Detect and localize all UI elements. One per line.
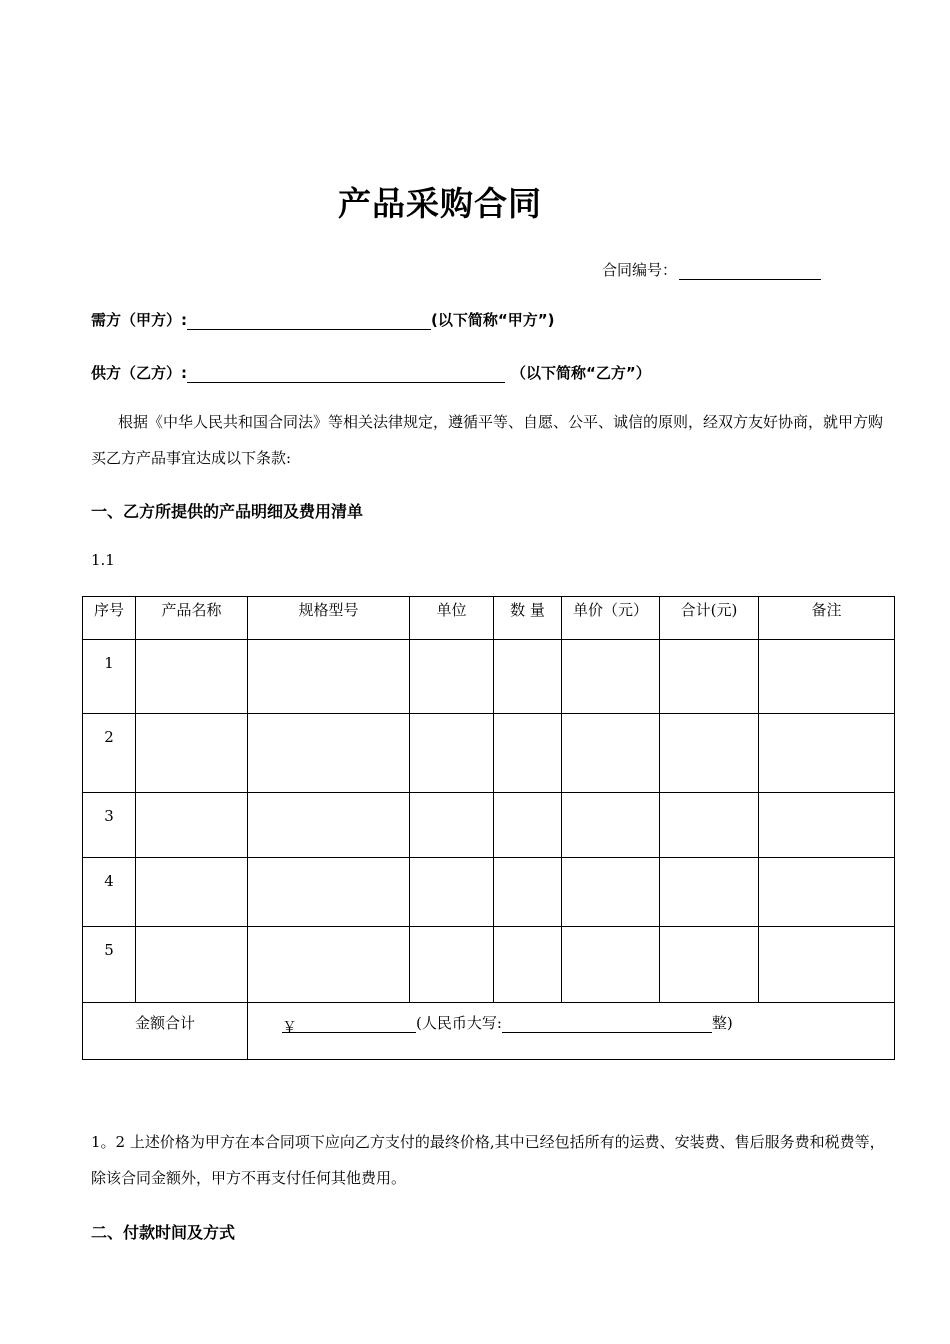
- table-cell[interactable]: [660, 927, 759, 1003]
- table-cell[interactable]: [494, 927, 562, 1003]
- table-cell[interactable]: [136, 927, 248, 1003]
- table-cell[interactable]: [136, 793, 248, 858]
- header-cell-notes: 备注: [759, 597, 895, 640]
- table-cell[interactable]: [494, 793, 562, 858]
- total-label: 金额合计: [83, 1003, 248, 1060]
- table-cell[interactable]: [410, 793, 494, 858]
- header-cell-quantity: 数 量: [494, 597, 562, 640]
- table-cell[interactable]: [562, 640, 660, 714]
- intro-paragraph: 根据《中华人民共和国合同法》等相关法律规定，遵循平等、自愿、公平、诚信的原则，经双方友好协商，就甲方购买乙方产品事宜达成以下条款:: [91, 413, 884, 467]
- product-table: [82, 596, 895, 1060]
- table-row: [83, 640, 895, 714]
- table-row: [83, 858, 895, 927]
- table-cell[interactable]: [759, 858, 895, 927]
- table-cell[interactable]: [410, 640, 494, 714]
- table-cell[interactable]: [136, 640, 248, 714]
- party-a-blank: [187, 313, 431, 330]
- row-index: 5: [83, 927, 136, 1003]
- total-row: [83, 1003, 895, 1060]
- party-b-suffix: （以下简称“乙方”）: [511, 364, 651, 382]
- table-cell[interactable]: [494, 858, 562, 927]
- table-cell[interactable]: [248, 714, 410, 793]
- total-amount-cell: [248, 1003, 895, 1060]
- table-header-row: [83, 597, 895, 640]
- row-index: 1: [83, 640, 136, 714]
- table-cell[interactable]: [248, 927, 410, 1003]
- yen-symbol: ￥: [282, 1018, 298, 1036]
- table-cell[interactable]: [759, 640, 895, 714]
- header-cell-product-name: 产品名称: [136, 597, 248, 640]
- table-row: [83, 927, 895, 1003]
- party-a-row: [91, 309, 554, 330]
- table-cell[interactable]: [759, 714, 895, 793]
- table-cell[interactable]: [248, 793, 410, 858]
- contract-number-label: 合同编号：: [602, 261, 678, 279]
- contract-number-row: [602, 259, 821, 280]
- header-cell-subtotal: 合计(元): [660, 597, 759, 640]
- table-cell[interactable]: [494, 714, 562, 793]
- section-1-heading: 一、乙方所提供的产品明细及费用清单: [91, 502, 364, 521]
- table-cell[interactable]: [562, 858, 660, 927]
- capital-amount-blank[interactable]: [502, 1016, 712, 1033]
- clause-1-1-number: 1.1: [91, 551, 115, 569]
- table-cell[interactable]: [660, 793, 759, 858]
- capital-suffix: 整): [711, 1014, 733, 1032]
- table-cell[interactable]: [562, 927, 660, 1003]
- table-row: [83, 714, 895, 793]
- party-b-blank: [187, 366, 505, 383]
- table-cell[interactable]: [660, 640, 759, 714]
- table-cell[interactable]: [410, 858, 494, 927]
- table-cell[interactable]: [759, 927, 895, 1003]
- table-cell[interactable]: [248, 640, 410, 714]
- document-title: 产品采购合同: [338, 184, 542, 223]
- table-cell[interactable]: [410, 927, 494, 1003]
- table-cell[interactable]: [562, 714, 660, 793]
- header-cell-index: 序号: [83, 597, 136, 640]
- table-cell[interactable]: [136, 858, 248, 927]
- row-index: 3: [83, 793, 136, 858]
- row-index: 4: [83, 858, 136, 927]
- party-a-label: 需方（甲方）:: [91, 311, 187, 329]
- header-cell-unit-price: 单价（元）: [562, 597, 660, 640]
- clause-1-2-paragraph: 1。2 上述价格为甲方在本合同项下应向乙方支付的最终价格,其中已经包括所有的运费、安装费、售后服务费和税费等，除该合同金额外，甲方不再支付任何其他费用。: [91, 1133, 885, 1187]
- contract-number-blank: [679, 263, 821, 280]
- table-cell[interactable]: [248, 858, 410, 927]
- table-row: [83, 793, 895, 858]
- table-cell[interactable]: [660, 714, 759, 793]
- table-cell[interactable]: [410, 714, 494, 793]
- header-cell-spec: 规格型号: [248, 597, 410, 640]
- table-cell[interactable]: [562, 793, 660, 858]
- capital-prefix: (人民币大写:: [416, 1014, 502, 1032]
- table-cell[interactable]: [136, 714, 248, 793]
- party-b-label: 供方（乙方）:: [91, 364, 187, 382]
- row-index: 2: [83, 714, 136, 793]
- section-2-heading: 二、付款时间及方式: [91, 1223, 236, 1242]
- header-cell-unit: 单位: [410, 597, 494, 640]
- table-cell[interactable]: [660, 858, 759, 927]
- table-cell[interactable]: [759, 793, 895, 858]
- party-b-row: [91, 362, 651, 383]
- total-amount-blank[interactable]: [282, 1016, 416, 1036]
- table-cell[interactable]: [494, 640, 562, 714]
- party-a-suffix: (以下简称“甲方”): [431, 311, 555, 329]
